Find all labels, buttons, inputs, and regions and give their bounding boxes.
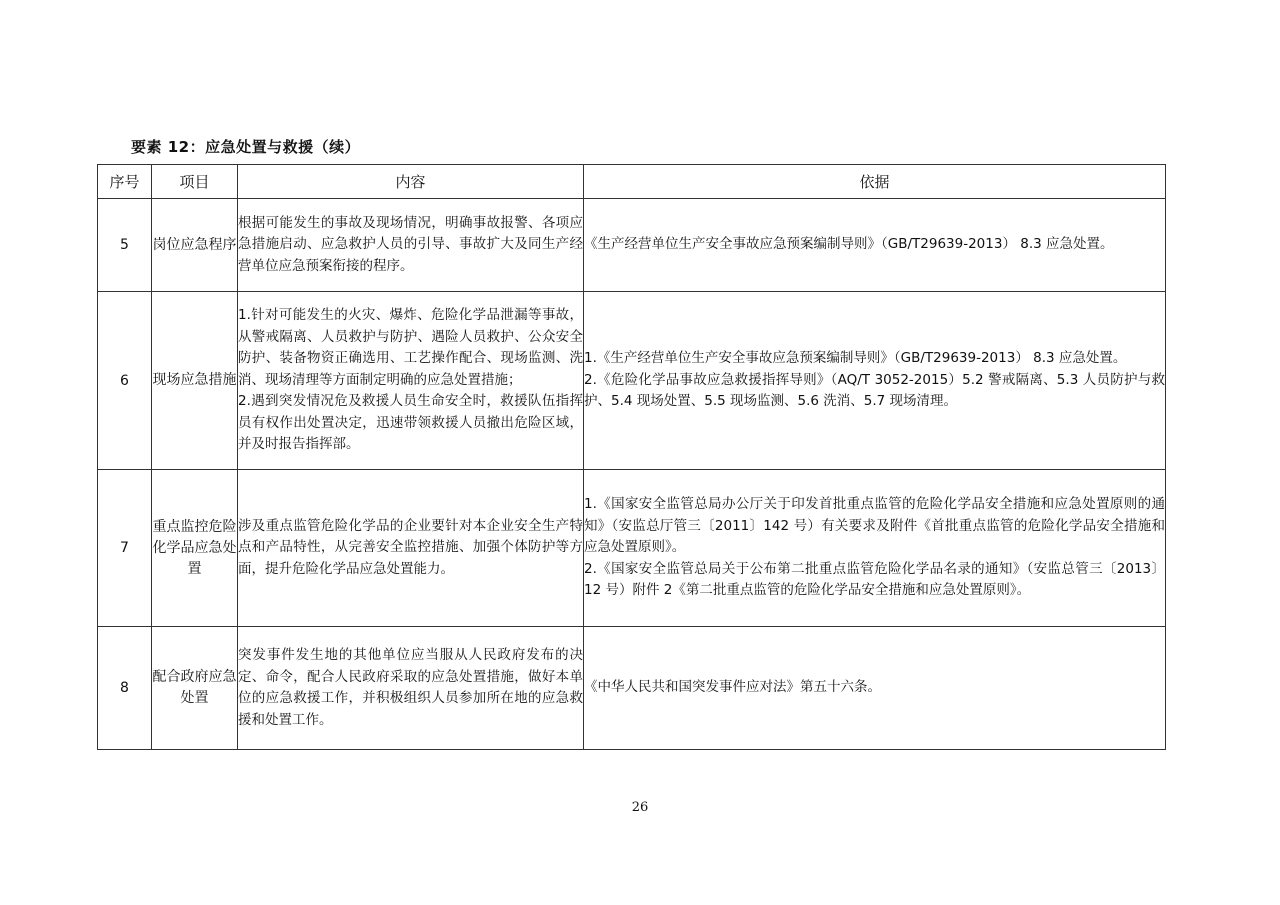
row-number: 5	[98, 199, 152, 292]
basis-line: 2.《危险化学品事故应急救援指挥导则》（AQ/T 3052-2015）5.2 警戒隔离、5.3 人员防护与救护、5.4 现场处置、5.5 现场监测、5.6 洗消、5.7 现场清理。	[584, 371, 1165, 410]
row-number: 7	[98, 470, 152, 627]
page-number: 26	[631, 800, 649, 815]
section-title: 要素 12：应急处置与救援（续）	[131, 138, 361, 156]
table-header-row	[98, 165, 1166, 199]
table-row	[98, 292, 1166, 470]
row-basis	[584, 199, 1166, 292]
content-line: 2.遇到突发情况危及救援人员生命安全时，救援队伍指挥员有权作出处置决定，迅速带领救援人员撤出危险区域，并及时报告指挥部。	[238, 393, 583, 453]
row-basis	[584, 292, 1166, 470]
row-item: 岗位应急程序	[152, 199, 238, 292]
header-item: 项目	[152, 165, 238, 199]
row-item: 现场应急措施	[152, 292, 238, 470]
row-content	[238, 199, 584, 292]
content-line: 涉及重点监管危险化学品的企业要针对本企业安全生产特点和产品特性，从完善安全监控措施、加强个体防护等方面，提升危险化学品应急处置能力。	[238, 517, 583, 577]
row-number: 6	[98, 292, 152, 470]
row-content	[238, 627, 584, 750]
row-number: 8	[98, 627, 152, 750]
row-basis	[584, 627, 1166, 750]
content-line: 突发事件发生地的其他单位应当服从人民政府发布的决定、命令，配合人民政府采取的应急处置措施，做好本单位的应急救援工作，并积极组织人员参加所在地的应急救援和处置工作。	[238, 647, 583, 728]
row-item: 重点监控危险化学品应急处置	[152, 470, 238, 627]
basis-line: 1.《国家安全监管总局办公厅关于印发首批重点监管的危险化学品安全措施和应急处置原则的通知》（安监总厅管三〔2011〕142 号）有关要求及附件《首批重点监管的危险化学品安全措施和应急处置原则》。	[584, 496, 1165, 556]
table-row	[98, 627, 1166, 750]
content-line: 1.针对可能发生的火灾、爆炸、危险化学品泄漏等事故，从警戒隔离、人员救护与防护、遇险人员救护、公众安全防护、装备物资正确选用、工艺操作配合、现场监测、洗消、现场清理等方面制定明确的应急处置措施；	[238, 307, 583, 388]
row-item: 配合政府应急处置	[152, 627, 238, 750]
standards-table	[97, 164, 1166, 750]
header-content: 内容	[238, 165, 584, 199]
basis-line: 《生产经营单位生产安全事故应急预案编制导则》（GB/T29639-2013） 8.3 应急处置。	[584, 236, 1114, 253]
basis-line: 1.《生产经营单位生产安全事故应急预案编制导则》（GB/T29639-2013） 8.3 应急处置。	[584, 350, 1127, 367]
content-line: 根据可能发生的事故及现场情况，明确事故报警、各项应急措施启动、应急救护人员的引导、事故扩大及同生产经营单位应急预案衔接的程序。	[238, 214, 583, 274]
header-basis: 依据	[584, 165, 1166, 199]
basis-line: 2.《国家安全监管总局关于公布第二批重点监管危险化学品名录的通知》（安监总管三〔2013〕12 号）附件 2《第二批重点监管的危险化学品安全措施和应急处置原则》。	[584, 560, 1165, 599]
row-basis	[584, 470, 1166, 627]
basis-line: 《中华人民共和国突发事件应对法》第五十六条。	[584, 679, 881, 696]
row-content	[238, 292, 584, 470]
row-content	[238, 470, 584, 627]
table-row	[98, 470, 1166, 627]
table-row	[98, 199, 1166, 292]
header-num: 序号	[98, 165, 152, 199]
